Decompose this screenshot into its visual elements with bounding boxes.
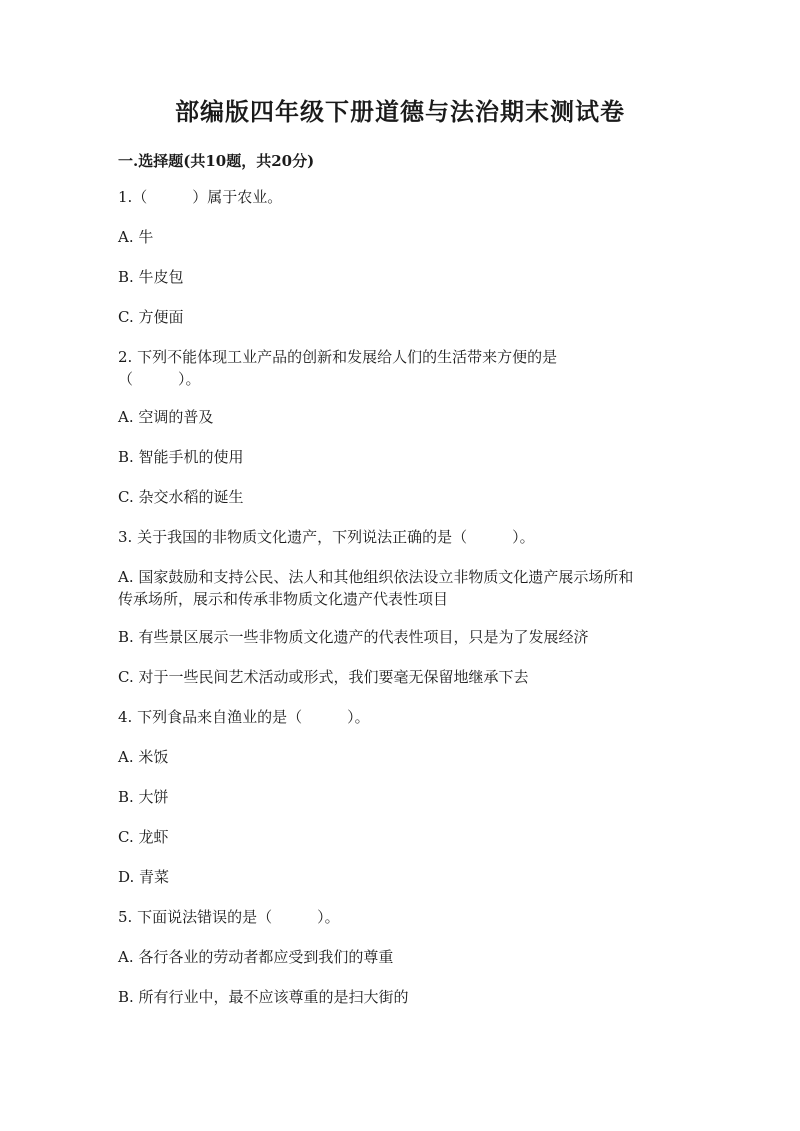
question-5-option-a: A. 各行各业的劳动者都应受到我们的尊重 xyxy=(118,948,394,966)
question-1-stem: 1.（ ）属于农业。 xyxy=(118,188,283,206)
question-3-option-a-line2: 传承场所，展示和传承非物质文化遗产代表性项目 xyxy=(118,590,449,608)
question-1-option-c: C. 方便面 xyxy=(118,308,184,326)
question-4-option-c: C. 龙虾 xyxy=(118,828,169,846)
question-5-option-b: B. 所有行业中，最不应该尊重的是扫大街的 xyxy=(118,988,409,1006)
question-1-option-a: A. 牛 xyxy=(118,228,154,246)
question-4-stem: 4. 下列食品来自渔业的是（ ）。 xyxy=(118,708,370,726)
question-2-option-a: A. 空调的普及 xyxy=(118,408,214,426)
question-2-option-c: C. 杂交水稻的诞生 xyxy=(118,488,244,506)
section-heading: 一.选择题(共10题，共20分) xyxy=(118,152,315,170)
question-2-stem-line2: （ ）。 xyxy=(118,370,201,388)
question-3-option-c: C. 对于一些民间艺术活动或形式，我们要毫无保留地继承下去 xyxy=(118,668,529,686)
question-1-option-b: B. 牛皮包 xyxy=(118,268,184,286)
question-4-option-b: B. 大饼 xyxy=(118,788,169,806)
page-title: 部编版四年级下册道德与法治期末测试卷 xyxy=(175,97,625,126)
question-5-stem: 5. 下面说法错误的是（ ）。 xyxy=(118,908,340,926)
question-4-option-a: A. 米饭 xyxy=(118,748,169,766)
question-3-option-a-line1: A. 国家鼓励和支持公民、法人和其他组织依法设立非物质文化遗产展示场所和 xyxy=(118,568,634,586)
question-3-stem: 3. 关于我国的非物质文化遗产，下列说法正确的是（ ）。 xyxy=(118,528,535,546)
question-3-option-b: B. 有些景区展示一些非物质文化遗产的代表性项目，只是为了发展经济 xyxy=(118,628,589,646)
question-2-option-b: B. 智能手机的使用 xyxy=(118,448,244,466)
question-4-option-d: D. 青菜 xyxy=(118,868,170,886)
question-2-stem-line1: 2. 下列不能体现工业产品的创新和发展给人们的生活带来方便的是 xyxy=(118,348,558,366)
